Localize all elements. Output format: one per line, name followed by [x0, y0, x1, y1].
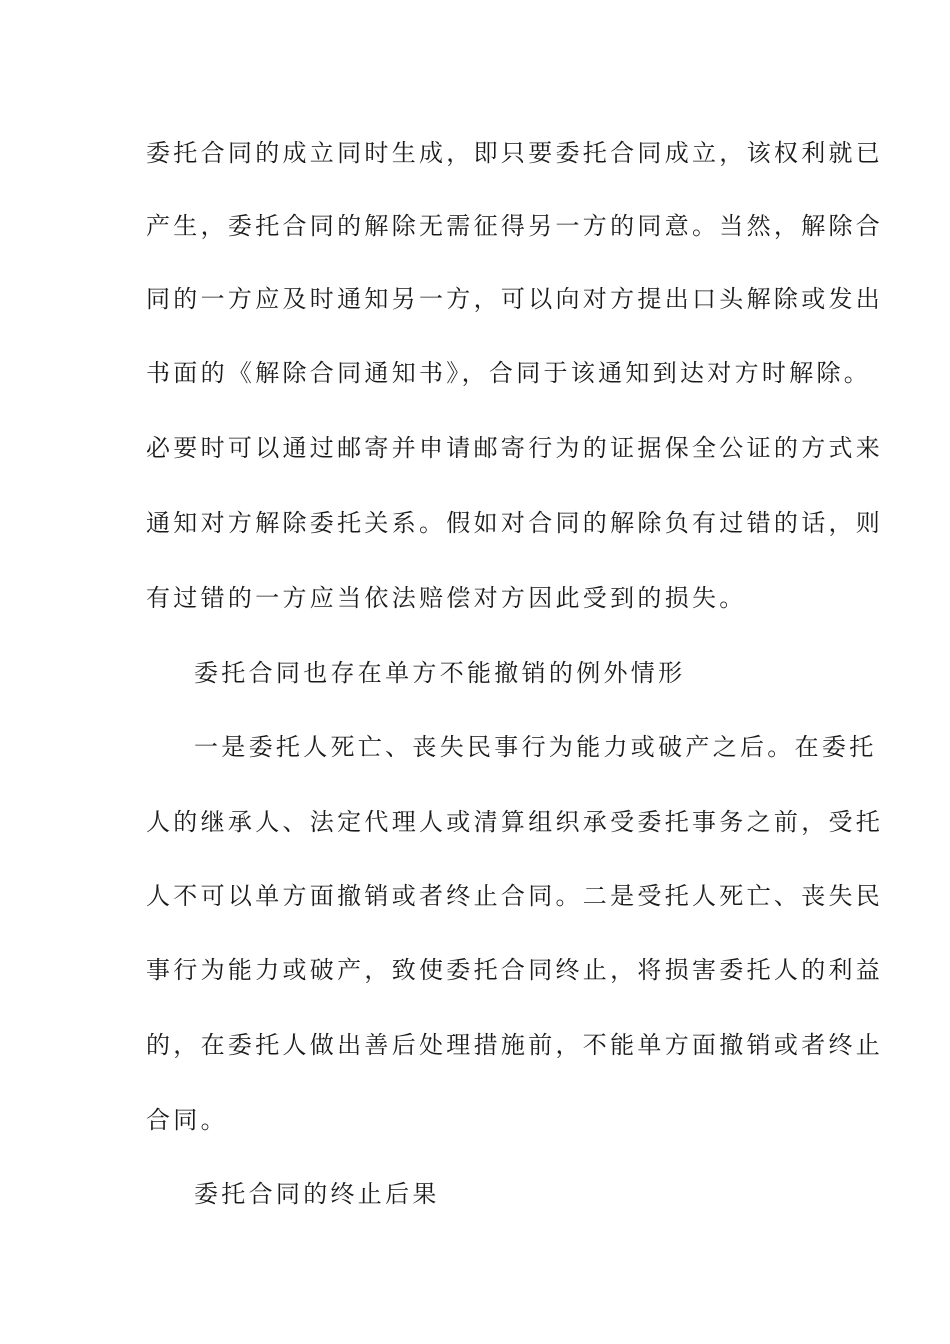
text-line: 合同。 — [146, 1106, 228, 1134]
text-line: 产生，委托合同的解除无需征得另一方的同意。当然，解除合 — [146, 212, 884, 240]
section-heading: 委托合同也存在单方不能撤销的例外情形 — [194, 659, 686, 687]
text-line: 人不可以单方面撤销或者终止合同。二是受托人死亡、丧失民 — [146, 882, 884, 910]
text-line: 一是委托人死亡、丧失民事行为能力或破产之后。在委托 — [194, 733, 877, 761]
text-line: 事行为能力或破产，致使委托合同终止，将损害委托人的利益 — [146, 956, 884, 984]
text-line: 的，在委托人做出善后处理措施前，不能单方面撤销或者终止 — [146, 1031, 884, 1059]
text-line: 委托合同的成立同时生成，即只要委托合同成立，该权利就已 — [146, 139, 884, 167]
text-line: 同的一方应及时通知另一方，可以向对方提出口头解除或发出 — [146, 285, 884, 313]
text-line: 书面的《解除合同通知书》，合同于该通知到达对方时解除。 — [146, 359, 872, 387]
text-line: 必要时可以通过邮寄并申请邮寄行为的证据保全公证的方式来 — [146, 434, 884, 462]
text-line: 通知对方解除委托关系。假如对合同的解除负有过错的话，则 — [146, 509, 884, 537]
section-heading: 委托合同的终止后果 — [194, 1180, 440, 1208]
text-line: 有过错的一方应当依法赔偿对方因此受到的损失。 — [146, 584, 747, 612]
text-line: 人的继承人、法定代理人或清算组织承受委托事务之前，受托 — [146, 808, 884, 836]
